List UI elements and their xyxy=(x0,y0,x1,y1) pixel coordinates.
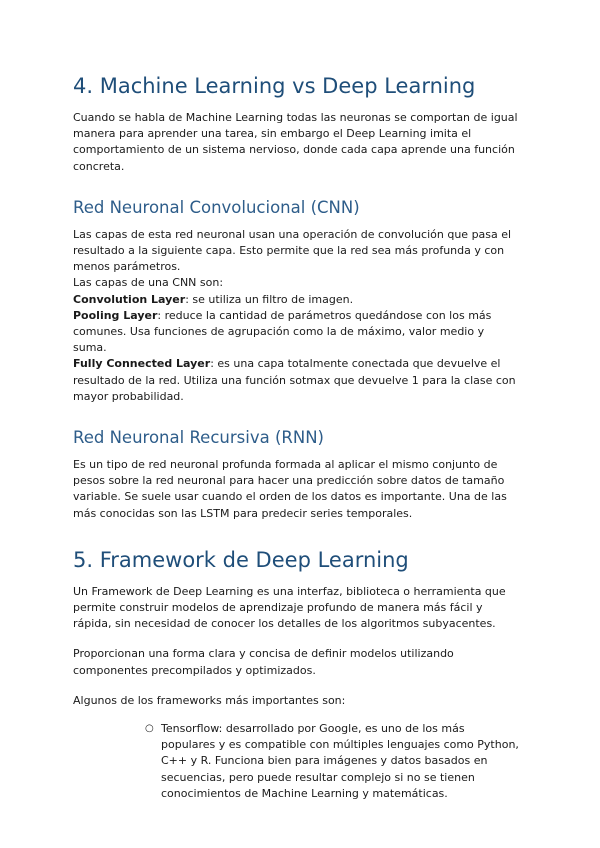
cnn-layer-pooling xyxy=(73,308,520,357)
rnn-heading: Red Neuronal Recursiva (RNN) xyxy=(73,428,324,448)
cnn-layers-intro: Las capas de una CNN son: xyxy=(73,276,224,290)
cnn-layer-convolution xyxy=(73,292,520,308)
cnn-body xyxy=(73,227,520,405)
list-item-text: Tensorflow: desarrollado por Google, es uno de los más populares y es compatible con múltiples lenguajes como Python, C++ y R. Funciona bien para imágenes y datos basados en secuencias, pero puede resultar complejo si no se tienen conocimientos de Machine Learning y matemáticas. xyxy=(161,722,519,800)
layer-desc: : es una capa totalmente conectada que devuelve el resultado de la red. Utiliza una función sotmax que devuelve 1 para la clase con mayor probabilidad. xyxy=(73,357,516,403)
section-5-body xyxy=(73,584,520,802)
section-5-heading: 5. Framework de Deep Learning xyxy=(73,547,409,572)
framework-list xyxy=(73,721,520,802)
layer-name: Pooling Layer xyxy=(73,308,158,322)
section-4-heading: 4. Machine Learning vs Deep Learning xyxy=(73,74,476,98)
intro-paragraph: Cuando se habla de Machine Learning todas las neuronas se comportan de igual manera para aprender una tarea, sin embargo el Deep Learning imita el comportamiento de un sistema nervioso, donde cada capa aprende una función concreta. xyxy=(73,111,518,173)
framework-components: Proporcionan una forma clara y concisa de definir modelos utilizando componentes precompilados y optimizados. xyxy=(73,647,454,677)
framework-list-intro: Algunos de los frameworks más importantes son: xyxy=(73,693,346,707)
layer-desc: : se utiliza un filtro de imagen. xyxy=(185,292,354,306)
circle-bullet-icon: ○ xyxy=(145,723,154,735)
rnn-paragraph: Es un tipo de red neuronal profunda formada al aplicar el mismo conjunto de pesos sobre la red neuronal para hacer una predicción sobre datos de tamaño variable. Se suele usar cuando el orden de los datos es importante. Una de las más conocidas son las LSTM para predecir series temporales. xyxy=(73,458,507,520)
list-item xyxy=(145,721,520,802)
layer-name: Convolution Layer xyxy=(73,292,186,306)
layer-desc: : reduce la cantidad de parámetros quedándose con los más comunes. Usa funciones de agrupación como la de máximo, valor medio y suma. xyxy=(73,308,492,355)
rnn-body xyxy=(73,457,520,522)
cnn-heading: Red Neuronal Convolucional (CNN) xyxy=(73,197,360,217)
cnn-layer-fully-connected xyxy=(73,356,520,405)
framework-definition: Un Framework de Deep Learning es una interfaz, biblioteca o herramienta que permite construir modelos de aprendizaje profundo de manera más fácil y rápida, sin necesidad de conocer los detalles de los algoritmos subyacentes. xyxy=(73,584,506,631)
section-4-intro xyxy=(73,110,520,175)
layer-name: Fully Connected Layer xyxy=(73,357,211,371)
cnn-paragraph: Las capas de esta red neuronal usan una operación de convolución que pasa el resultado a la siguiente capa. Esto permite que la red sea más profunda y con menos parámetros. xyxy=(73,227,512,274)
